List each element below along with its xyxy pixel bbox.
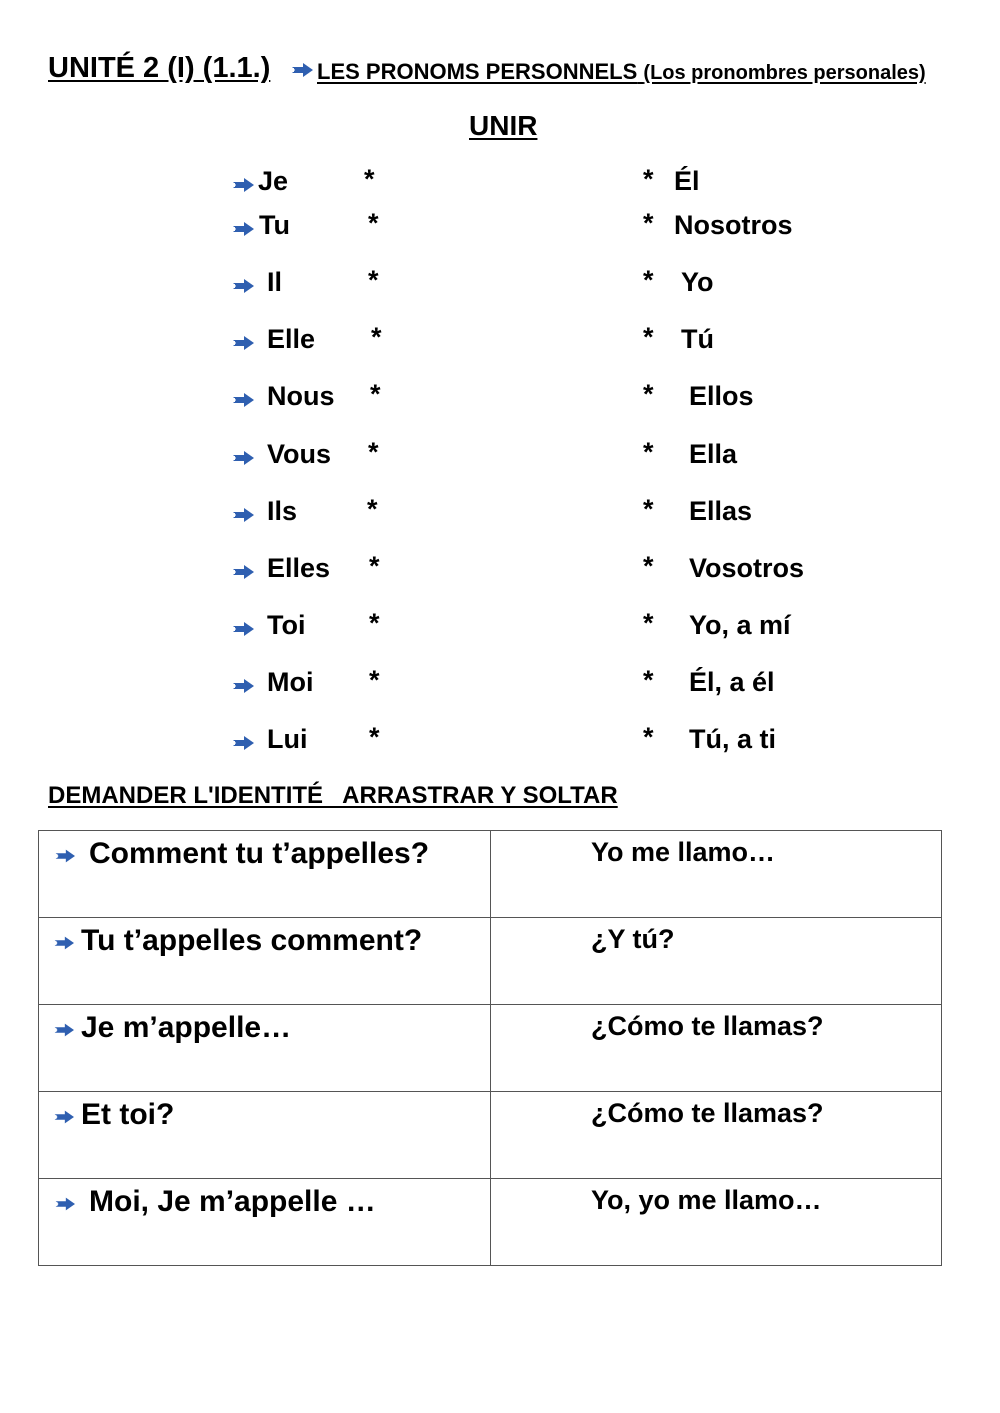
cell-es[interactable] — [491, 831, 942, 918]
arrow-icon — [52, 936, 74, 950]
match-dot-left[interactable]: * — [369, 551, 380, 581]
match-dot-right[interactable]: * — [643, 665, 654, 695]
match-dot-left[interactable]: * — [367, 494, 378, 524]
match-dot-right[interactable]: * — [643, 437, 654, 467]
pronoun-fr[interactable]: Nous — [267, 381, 335, 411]
arrow-icon — [52, 1110, 74, 1124]
pronoun-es[interactable]: Yo — [681, 267, 714, 297]
match-dot-right[interactable]: * — [643, 494, 654, 524]
table-row — [39, 1179, 942, 1266]
table-row — [39, 831, 942, 918]
table-row — [39, 1005, 942, 1092]
pronoun-es[interactable]: Él, a él — [689, 667, 775, 697]
match-dot-right[interactable]: * — [643, 322, 654, 352]
phrase-fr[interactable]: Tu t’appelles comment? — [81, 924, 423, 957]
pronoun-fr[interactable]: Vous — [267, 439, 332, 469]
arrow-icon — [230, 565, 254, 579]
arrow-icon — [230, 178, 254, 192]
table-row — [39, 918, 942, 1005]
section-title-unir: UNIR — [469, 110, 538, 141]
match-dot-right[interactable]: * — [643, 722, 654, 752]
arrow-icon — [289, 63, 313, 77]
match-dot-right[interactable]: * — [643, 551, 654, 581]
arrow-icon — [230, 222, 254, 236]
section-title-identity: DEMANDER L'IDENTITÉ ARRASTRAR Y SOLTAR — [48, 782, 618, 809]
cell-fr — [39, 1005, 491, 1092]
arrow-icon — [230, 336, 254, 350]
cell-fr — [39, 1092, 491, 1179]
cell-es[interactable] — [491, 1179, 942, 1266]
pronoun-fr[interactable]: Il — [267, 267, 283, 297]
cell-fr — [39, 918, 491, 1005]
arrow-icon — [53, 1197, 75, 1211]
pronoun-fr[interactable]: Tu — [259, 210, 290, 240]
cell-es[interactable] — [491, 1092, 942, 1179]
arrow-icon — [53, 849, 75, 863]
match-dot-right[interactable]: * — [643, 608, 654, 638]
arrow-icon — [52, 1023, 74, 1037]
phrase-fr[interactable]: Moi, Je m’appelle … — [89, 1185, 376, 1218]
match-dot-left[interactable]: * — [364, 164, 375, 194]
cell-fr — [39, 1179, 491, 1266]
pronoun-es[interactable]: Ellas — [689, 496, 753, 526]
cell-es[interactable] — [491, 1005, 942, 1092]
match-dot-left[interactable]: * — [371, 322, 382, 352]
arrow-icon — [230, 679, 254, 693]
match-dot-left[interactable]: * — [369, 722, 380, 752]
pronoun-fr[interactable]: Toi — [267, 610, 306, 640]
cell-es[interactable] — [491, 918, 942, 1005]
arrow-icon — [230, 736, 254, 750]
unit-title: UNITÉ 2 (I) (1.1.) — [48, 52, 271, 84]
pronoun-fr[interactable]: Lui — [267, 724, 308, 754]
match-dot-left[interactable]: * — [368, 208, 379, 238]
match-dot-right[interactable]: * — [643, 379, 654, 409]
phrase-fr[interactable]: Je m’appelle… — [81, 1011, 292, 1044]
topic-translation: (Los pronombres personales) — [643, 62, 926, 84]
pronoun-fr[interactable]: Elle — [267, 324, 316, 354]
match-dot-left[interactable]: * — [368, 265, 379, 295]
pronoun-es[interactable]: Yo, a mí — [689, 610, 791, 640]
phrase-es[interactable]: ¿Cómo te llamas? — [591, 1098, 824, 1128]
arrow-icon — [230, 279, 254, 293]
phrase-es[interactable]: ¿Y tú? — [591, 924, 675, 954]
topic-text: LES PRONOMS PERSONNELS — [317, 59, 638, 84]
pronoun-es[interactable]: Ellos — [689, 381, 754, 411]
arrow-icon — [230, 451, 254, 465]
arrow-icon — [230, 508, 254, 522]
pronoun-es[interactable]: Tú, a ti — [689, 724, 776, 754]
pronoun-es[interactable]: Ella — [689, 439, 738, 469]
phrase-fr[interactable]: Et toi? — [81, 1098, 175, 1131]
identity-table — [38, 830, 942, 1266]
match-dot-right[interactable]: * — [643, 208, 654, 238]
cell-fr — [39, 831, 491, 918]
pronoun-es[interactable]: Vosotros — [689, 553, 805, 583]
phrase-es[interactable]: Yo, yo me llamo… — [591, 1185, 822, 1215]
match-dot-right[interactable]: * — [643, 164, 654, 194]
match-dot-left[interactable]: * — [369, 608, 380, 638]
table-row — [39, 1092, 942, 1179]
pronoun-es[interactable]: Él — [674, 166, 700, 196]
match-dot-left[interactable]: * — [370, 379, 381, 409]
arrow-icon — [230, 622, 254, 636]
phrase-es[interactable]: ¿Cómo te llamas? — [591, 1011, 824, 1041]
match-dot-right[interactable]: * — [643, 265, 654, 295]
topic-title — [317, 59, 926, 85]
arrow-icon — [230, 393, 254, 407]
pronoun-fr[interactable]: Ils — [267, 496, 298, 526]
pronoun-es[interactable]: Tú — [681, 324, 714, 354]
pronoun-fr[interactable]: Je — [258, 166, 289, 196]
pronoun-es[interactable]: Nosotros — [674, 210, 793, 240]
pronoun-fr[interactable]: Elles — [267, 553, 331, 583]
match-dot-left[interactable]: * — [369, 665, 380, 695]
match-dot-left[interactable]: * — [368, 437, 379, 467]
phrase-fr[interactable]: Comment tu t’appelles? — [89, 837, 430, 870]
pronoun-fr[interactable]: Moi — [267, 667, 314, 697]
phrase-es[interactable]: Yo me llamo… — [591, 837, 776, 867]
